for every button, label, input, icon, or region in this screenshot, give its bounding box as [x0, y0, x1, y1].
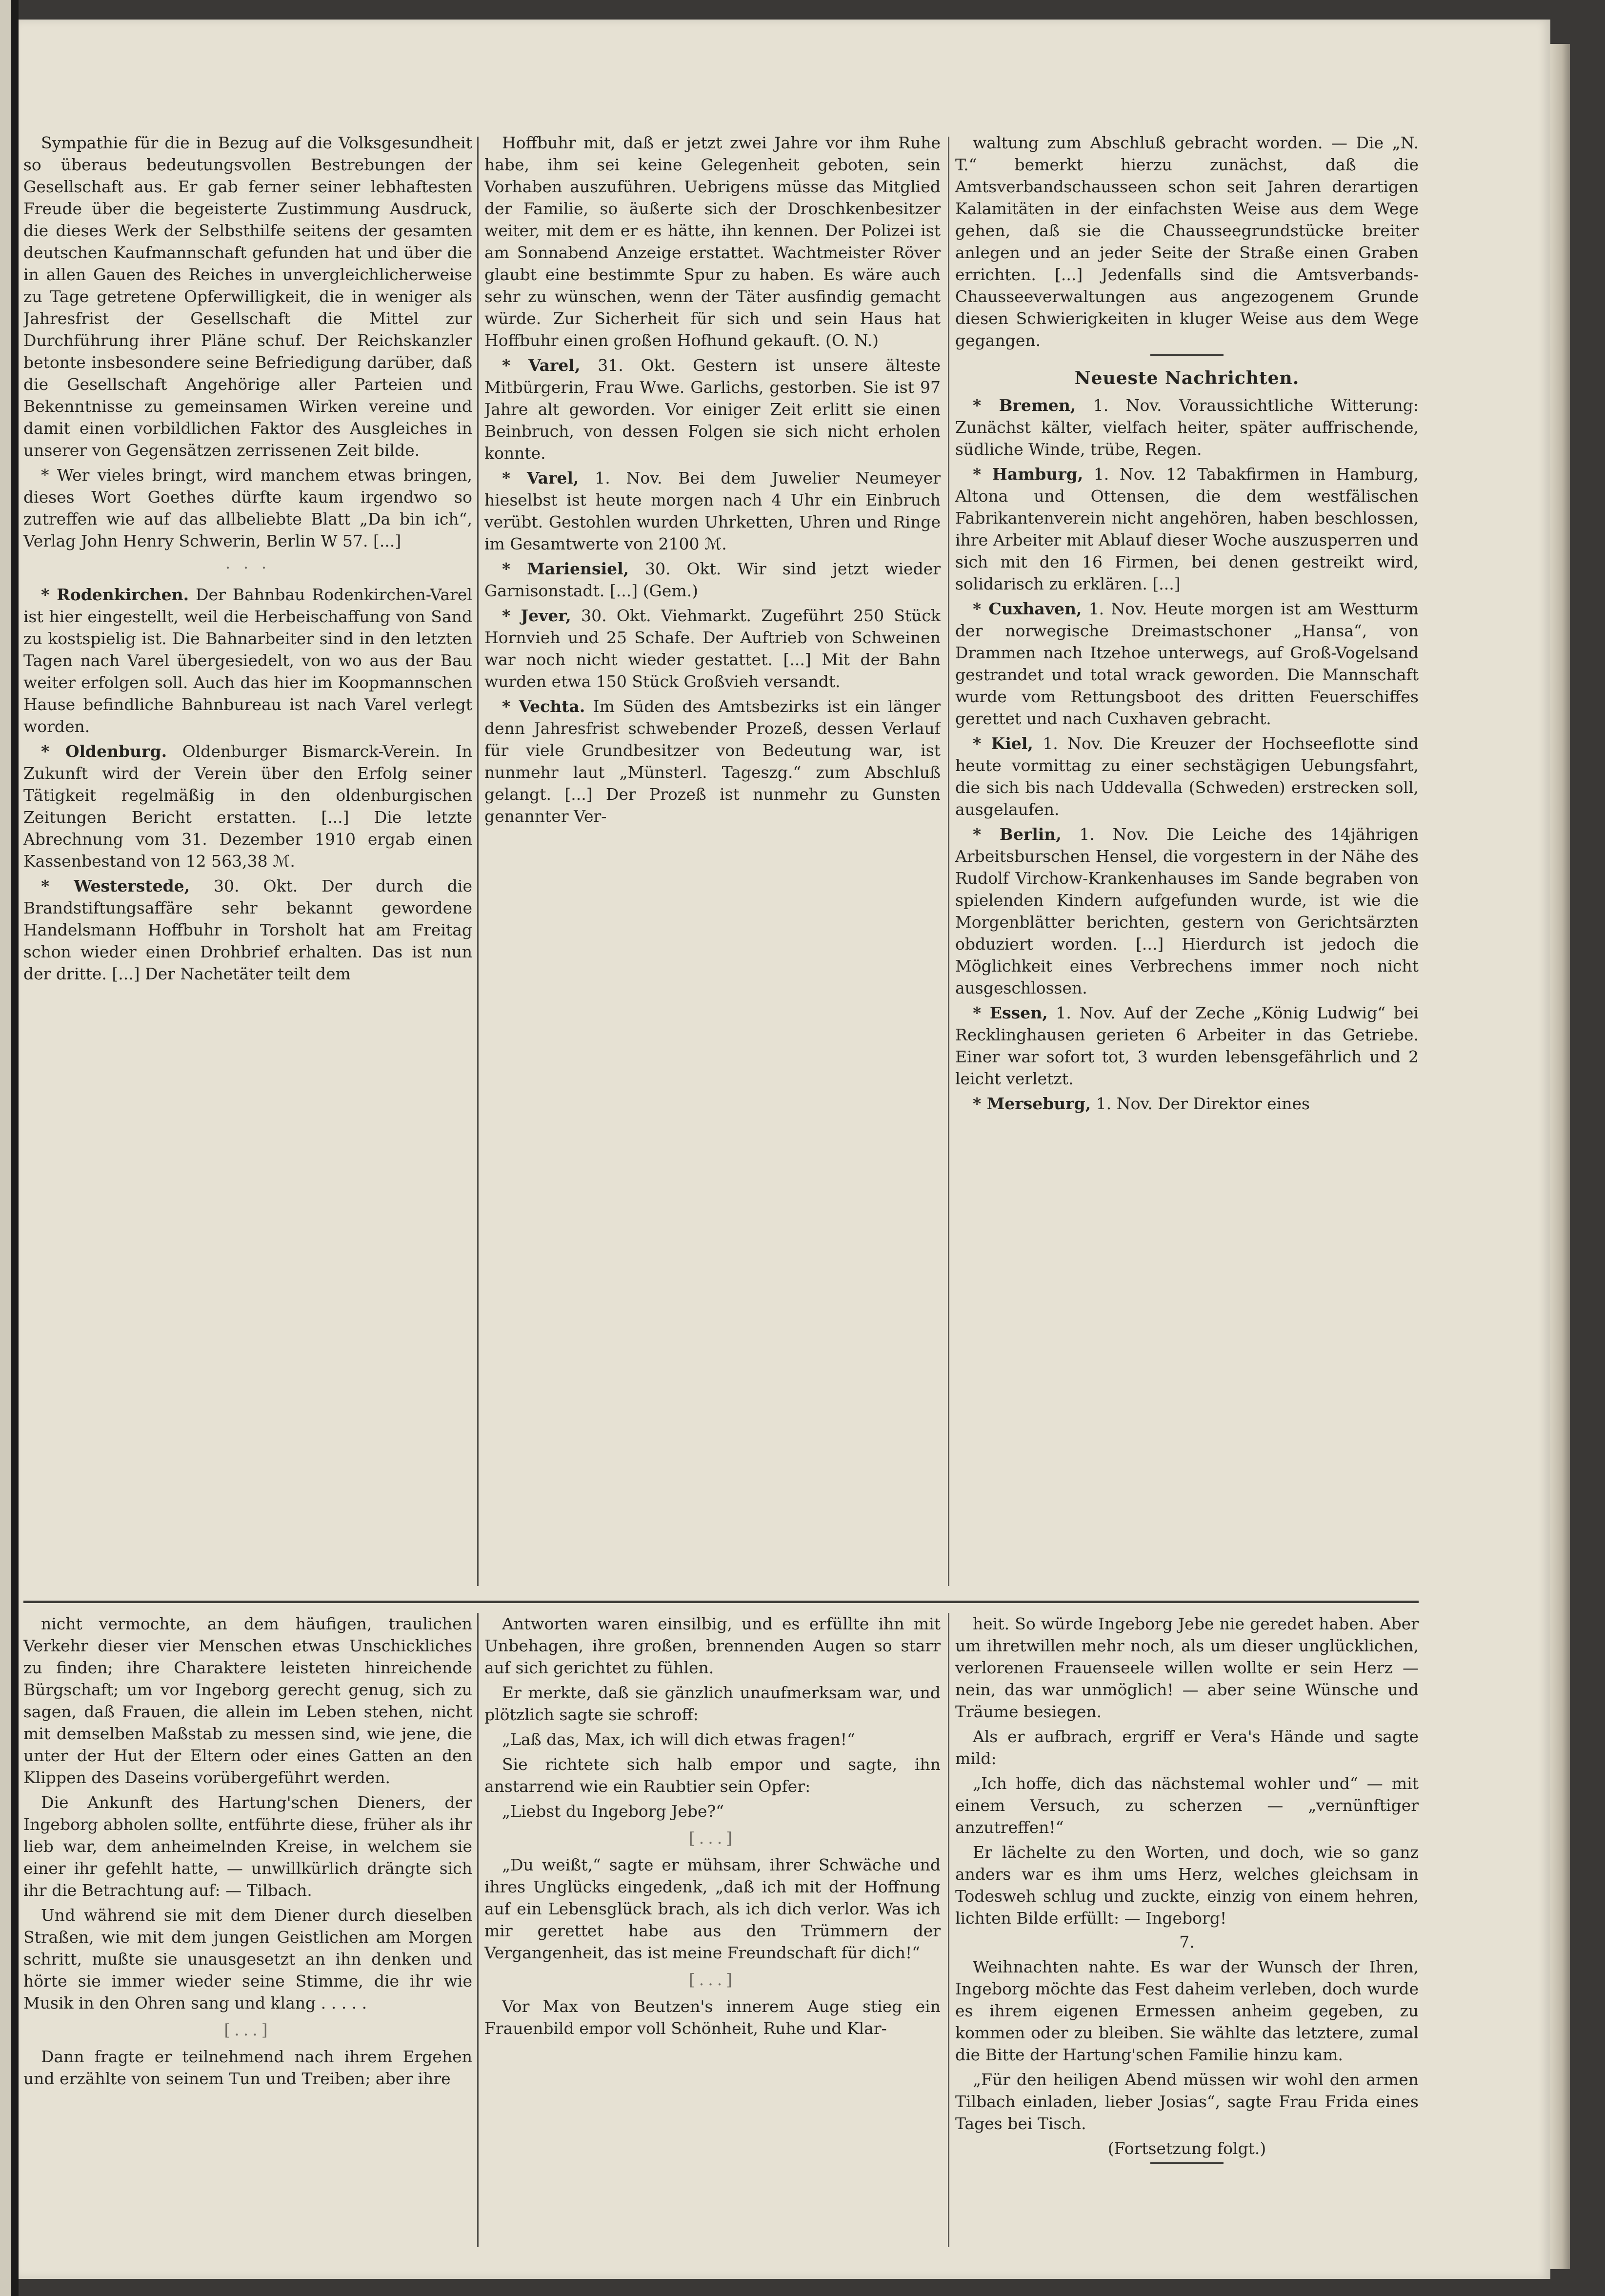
dateline: * Rodenkirchen.	[41, 585, 189, 604]
dialogue-line: „Ich hoffe, dich das nächstemal wohler und“ — mit einem Versuch, zu scherzen — „vernünftiger anzutreffen!“	[955, 1774, 1419, 1837]
telegram-item: * Merseburg, 1. Nov. Der Direktor eines	[973, 1094, 1310, 1113]
local-news-item: * Rodenkirchen. Der Bahnbau Rodenkirchen-Varel ist hier eingestellt, weil die Herbeischaffung von Sand zu kostspielig ist. Die Bahnarbeiter sind in den letzten Tagen nach Varel übergesiedelt, von wo aus der Bau weiter erfolgen soll. Auch das hier im Koopmannschen Hause befindliche Bahnbureau ist nach Varel verlegt worden.	[23, 585, 472, 736]
local-news-item: * Varel, 1. Nov. Bei dem Juwelier Neumeyer hieselbst ist heute morgen nach 4 Uhr ein Einbruch verübt. Gestohlen wurden Uhrketten, Uhren und Ringe im Gesamtwerte von 2100 ℳ.	[484, 468, 941, 553]
section-separator	[1150, 354, 1224, 356]
dialogue-line: „Laß das, Max, ich will dich etwas fragen!“	[502, 1730, 855, 1749]
dateline: * Hamburg,	[973, 465, 1083, 484]
novel-paragraph: Sie richtete sich halb empor und sagte, ihn anstarrend wie ein Raubtier sein Opfer:	[484, 1755, 941, 1796]
dateline: * Varel,	[502, 356, 581, 375]
book-gutter	[11, 0, 19, 2296]
dateline: * Oldenburg.	[41, 742, 167, 761]
column-divider	[477, 137, 479, 1586]
feuilleton-column-2	[484, 1613, 941, 2252]
novel-paragraph: Weihnachten nahte. Es war der Wunsch der Ihren, Ingeborg möchte das Fest daheim verleben, doch wurde es ihrem eigenen Ermessen anheim gegeben, zu kommen oder zu bleiben. Sie wählte das letztere, zumal die Bitte der Hartung'schen Familie hinzu kam.	[955, 1957, 1419, 2064]
dateline: * Merseburg,	[973, 1094, 1091, 1113]
newspaper-page	[19, 20, 1550, 2279]
omission-marker: · · ·	[225, 558, 271, 577]
column-divider	[948, 137, 949, 1586]
omission-marker: [...]	[688, 1829, 737, 1848]
dateline: * Mariensiel,	[502, 559, 629, 578]
novel-paragraph: heit. So würde Ingeborg Jebe nie geredet haben. Aber um ihretwillen mehr noch, als um dieser unglücklichen, verlorenen Frauenseele willen wollte er sein Herz — nein, das war unmöglich! — aber seine Wünsche und Träume besiegen.	[955, 1614, 1419, 1721]
upper-column-2	[484, 132, 941, 1596]
novel-paragraph: Vor Max von Beutzen's innerem Auge stieg ein Frauenbild empor voll Schönheit, Ruhe und Klar-	[484, 1997, 941, 2038]
dateline: * Berlin,	[973, 825, 1062, 844]
previous-page-edge	[0, 0, 11, 2296]
novel-paragraph: Er merkte, daß sie gänzlich unaufmerksam war, und plötzlich sagte sie schroff:	[484, 1683, 941, 1724]
novel-paragraph: Dann fragte er teilnehmend nach ihrem Ergehen und erzählte von seinem Tun und Treiben; aber ihre	[23, 2047, 472, 2088]
column-divider	[477, 1613, 479, 2247]
novel-paragraph: Und während sie mit dem Diener durch dieselben Straßen, wie mit dem jungen Geistlichen am Morgen schritt, mußte sie unausgesetzt an ihn denken und hörte sie immer wieder seine Stimme, die ihr wie Musik in den Ohren sang und klang . . . . .	[23, 1906, 472, 2012]
omission-marker: [...]	[688, 1970, 737, 1989]
novel-paragraph: Antworten waren einsilbig, und es erfüllte ihn mit Unbehagen, ihre großen, brennenden Augen so starr auf sich gerichtet zu fühlen.	[484, 1614, 941, 1677]
telegram-item: * Essen, 1. Nov. Auf der Zeche „König Ludwig“ bei Recklinghausen gerieten 6 Arbeiter in das Getriebe. Einer war sofort tot, 3 wurden lebensgefährlich und 2 leicht verletzt.	[955, 1003, 1419, 1088]
upper-column-3	[955, 132, 1419, 1596]
dateline: * Varel,	[502, 468, 579, 488]
feuilleton-column-1	[23, 1613, 472, 2252]
dialogue-line: „Für den heiligen Abend müssen wir wohl den armen Tilbach einladen, lieber Josias“, sagte Frau Frida eines Tages bei Tisch.	[955, 2070, 1419, 2133]
novel-paragraph: Er lächelte zu den Worten, und doch, wie so ganz anders war es ihm ums Herz, welches gleichsam in Todesweh schlug und zuckte, einzig von einem hehren, lichten Bilde erfüllt: — Ingeborg!	[955, 1843, 1419, 1928]
omission-marker: [...]	[224, 2020, 272, 2039]
local-news-item: * Westerstede, 30. Okt. Der durch die Brandstiftungsaffäre sehr bekannt gewordene Handelsmann Hoffbuhr in Torsholt hat am Freitag schon wieder einen Drohbrief erhalten. Das ist nun der dritte. [...] Der Nachetäter teilt dem	[23, 876, 472, 983]
novel-paragraph: nicht vermochte, an dem häufigen, traulichen Verkehr dieser vier Menschen etwas Unschickliches zu finden; ihre Charaktere leisteten hinreichende Bürgschaft; um vor Ingeborg gerecht genug, sich zu sagen, daß Frauen, die allein im Leben stehen, nicht mit demselben Maßstab zu messen sind, wie jene, die unter der Hut der Eltern oder eines Gatten an den Klippen des Daseins vorübergeführt werden.	[23, 1614, 472, 1787]
telegram-item: * Hamburg, 1. Nov. 12 Tabakfirmen in Hamburg, Altona und Ottensen, die dem westfälischen Fabrikantenverein nicht angehören, haben beschlossen, ihre Arbeiter mit Ablauf dieser Woche auszusperren und sich mit den 16 Firmen, bei denen gestreikt wird, solidarisch zu erklären. [...]	[955, 465, 1419, 593]
article-paragraph: * Wer vieles bringt, wird manchem etwas bringen, dieses Wort Goethes dürfte kaum irgendwo so zutreffen wie auf das allbeliebte Blatt „Da bin ich“, Verlag John Henry Schwerin, Berlin W 57. [...]	[23, 466, 472, 550]
dateline: * Essen,	[973, 1003, 1048, 1022]
local-news-item: * Vechta. Im Süden des Amtsbezirks ist ein länger denn Jahresfrist schwebender Prozeß, dessen Verlauf für viele Grundbesitzer von Bedeutung war, ist nunmehr laut „Münsterl. Tageszg.“ zum Abschluß gelangt. [...] Der Prozeß ist nunmehr zu Gunsten genannter Ver-	[484, 697, 941, 826]
dateline: * Bremen,	[973, 396, 1076, 415]
local-news-item: * Mariensiel, 30. Okt. Wir sind jetzt wieder Garnisonstadt. [...] (Gem.)	[484, 559, 941, 600]
dialogue-line: „Du weißt,“ sagte er mühsam, ihrer Schwäche und ihres Unglücks eingedenk, „daß ich mit der Hoffnung auf ein Lebensglück brach, als ich dich verlor. Was ich mir gerettet habe aus den Trümmern der Vergangenheit, das ist meine Freundschaft für dich!“	[484, 1855, 941, 1962]
feuilleton-separator-rule	[23, 1601, 1419, 1603]
local-news-item: * Jever, 30. Okt. Viehmarkt. Zugeführt 250 Stück Hornvieh und 25 Schafe. Der Auftrieb von Schweinen war noch nicht wieder gestattet. [...] Mit der Bahn wurden etwa 150 Stück Großvieh versandt.	[484, 606, 941, 691]
feuilleton-column-3	[955, 1613, 1419, 2252]
dateline: * Westerstede,	[41, 876, 190, 895]
dateline: * Jever,	[502, 606, 571, 625]
continuation-note: (Fortsetzung folgt.)	[1107, 2139, 1266, 2158]
dateline: * Kiel,	[973, 734, 1033, 753]
local-news-item: * Varel, 31. Okt. Gestern ist unsere älteste Mitbürgerin, Frau Wwe. Garlichs, gestorben. Sie ist 97 Jahre alt geworden. Vor einiger Zeit erlitt sie einen Beinbruch, von dessen Folgen sie sich nicht erholen konnte.	[484, 356, 941, 463]
dialogue-line: „Liebst du Ingeborg Jebe?“	[502, 1802, 724, 1821]
column-divider	[948, 1613, 949, 2247]
local-news-item: Hoffbuhr mit, daß er jetzt zwei Jahre vor ihm Ruhe habe, ihm sei keine Gelegenheit geboten, sein Vorhaben auszuführen. Uebrigens müsse das Mitglied der Familie, so äußerte sich der Droschkenbesitzer weiter, mit dem er es hätte, ihn kennen. Der Polizei ist am Sonnabend Anzeige erstattet. Wachtmeister Röver glaubt eine bestimmte Spur zu haben. Es wäre auch sehr zu wünschen, wenn der Täter ausfindig gemacht würde. Zur Sicherheit für sich und sein Haus hat Hoffbuhr einen großen Hofhund gekauft. (O. N.)	[484, 133, 941, 350]
telegram-item: * Kiel, 1. Nov. Die Kreuzer der Hochseeflotte sind heute vormittag zu einer sechstägigen Uebungsfahrt, die sich bis nach Uddevalla (Schweden) erstrecken soll, ausgelaufen.	[955, 734, 1419, 819]
article-paragraph: Sympathie für die in Bezug auf die Volksgesundheit so überaus bedeutungsvollen Bestrebungen der Gesellschaft aus. Er gab ferner seiner lebhaftesten Freude über die begeisterte Zustimmung Ausdruck, die dieses Werk der Selbsthilfe seitens der gesamten deutschen Kaufmannschaft gefunden hat und über die in allen Gauen des Reiches in unvergleichlicherweise zu Tage getretene Opferwilligkeit, die in weniger als Jahresfrist der Gesellschaft die Mittel zur Durchführung ihrer Pläne schuf. Der Reichskanzler betonte insbesondere seine Befriedigung darüber, daß die Gesellschaft Angehörige aller Parteien und Bekenntnisse zu gemeinsamen Wirken vereine und damit einen vorbildlichen Faktor des Ausgleiches in unserer von Gegensätzen zerrissenen Zeit bilde.	[23, 133, 472, 460]
telegram-item: * Bremen, 1. Nov. Voraussichtliche Witterung: Zunächst kälter, vielfach heiter, später auffrischende, südliche Winde, trübe, Regen.	[955, 396, 1419, 459]
dateline: * Cuxhaven,	[973, 599, 1082, 618]
telegram-item: * Berlin, 1. Nov. Die Leiche des 14jährigen Arbeitsburschen Hensel, die vorgestern in der Nähe des Rudolf Virchow-Krankenhauses im Sande begraben von spielenden Kindern aufgefunden wurde, ist wie die Morgenblätter berichten, gestern von Gerichtsärzten obduziert worden. [...] Hierdurch ist jedoch die Möglichkeit eines Verbrechens immer noch nicht ausgeschlossen.	[955, 825, 1419, 997]
article-paragraph: waltung zum Abschluß gebracht worden. — Die „N. T.“ bemerkt hierzu zunächst, daß die Amtsverbandschausseen schon seit Jahren derartigen Kalamitäten in der einfachsten Weise aus dem Wege gehen, daß sie die Chausseegrundstücke breiter anlegen und an jeder Seite der Straße einen Graben errichten. [...] Jedenfalls sind die Amtsverbands-Chausseeverwaltungen aus angezogenem Grunde diesen Schwierigkeiten in kluger Weise aus dem Wege gegangen.	[955, 133, 1419, 350]
chapter-number: 7.	[1179, 1932, 1195, 1951]
novel-paragraph: Die Ankunft des Hartung'schen Dieners, der Ingeborg abholen sollte, entführte diese, früher als ihr lieb war, dem anheimelnden Kreise, in welchem sie einer ihr gefehlt hatte, — unwillkürlich drängte sich ihr die Betrachtung auf: — Tilbach.	[23, 1793, 472, 1900]
dateline: * Vechta.	[502, 697, 585, 716]
telegram-item: * Cuxhaven, 1. Nov. Heute morgen ist am Westturm der norwegische Dreimastschoner „Hansa“, von Drammen nach Itzehoe unterwegs, auf Groß-Vogelsand gestrandet und total wrack geworden. Die Mannschaft wurde vom Rettungsboot des dritten Feuerschiffes gerettet und nach Cuxhaven gebracht.	[955, 599, 1419, 728]
end-rule	[1150, 2162, 1224, 2164]
local-news-item: * Oldenburg. Oldenburger Bismarck-Verein. In Zukunft wird der Verein über den Erfolg seiner Tätigkeit regelmäßig in den oldenburgischen Zeitungen Bericht erstatten. [...] Die letzte Abrechnung vom 31. Dezember 1910 ergab einen Kassenbestand von 12 563,38 ℳ.	[23, 742, 472, 871]
page-stack-edge	[1550, 44, 1570, 2269]
upper-column-1	[23, 132, 472, 1596]
novel-paragraph: Als er aufbrach, ergriff er Vera's Hände und sagte mild:	[955, 1727, 1419, 1768]
section-heading: Neueste Nachrichten.	[1074, 368, 1300, 388]
